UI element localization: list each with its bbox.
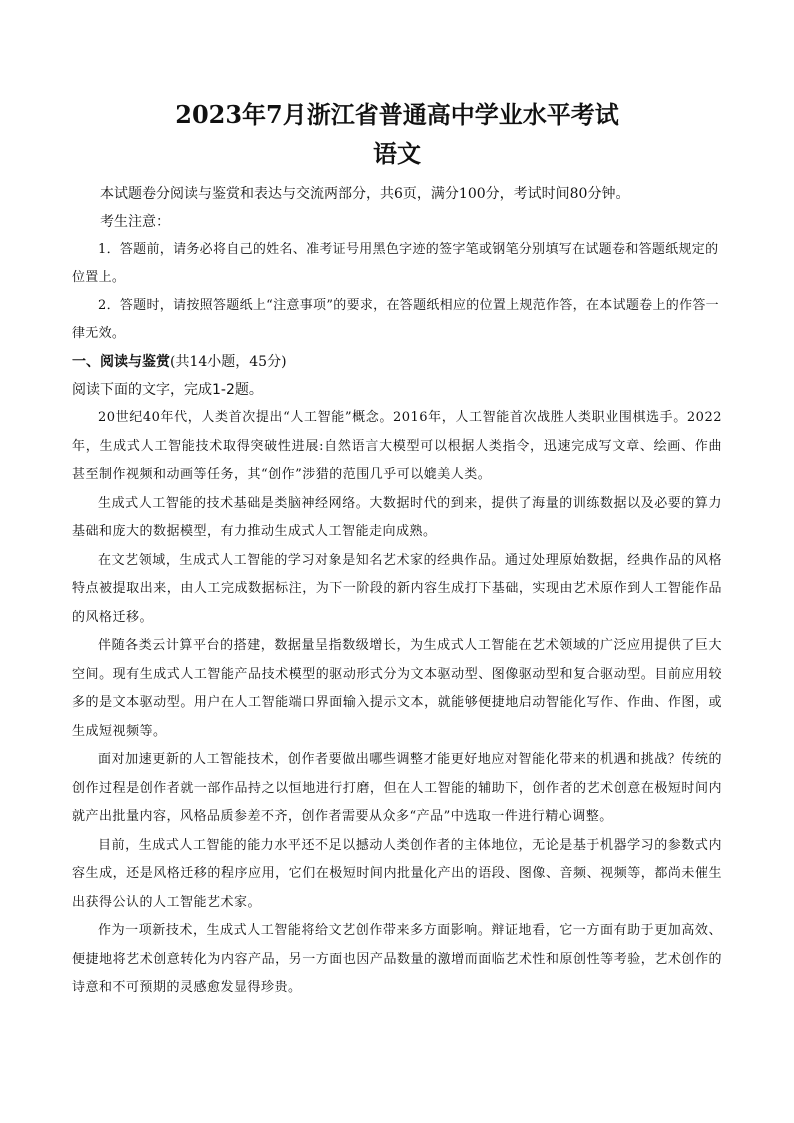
reading-passage (72, 404, 722, 1003)
passage-paragraph-6: 目前，生成式人工智能的能力水平还不足以撼动人类创作者的主体地位，无论是基于机器学习的参数式内容生成，还是风格迁移的程序应用，它们在极短时间内批量化产出的语段、图像、音频、视频等，都尚未催生出获得公认的人工智能艺术家。 (72, 837, 722, 910)
passage-paragraph-4: 伴随各类云计算平台的搭建，数据量呈指数级增长，为生成式人工智能在艺术领域的广泛应用提供了巨大空间。现有生成式人工智能产品技术模型的驱动形式分为文本驱动型、图像驱动型和复合驱动型。目前应用较多的是文本驱动型。用户在人工智能端口界面输入提示文本，就能够便捷地启动智能化写作、作曲、作图，或生成短视频等。 (72, 638, 722, 739)
section-info: (共14小题，45分) (170, 354, 287, 370)
notice-title: 考生注意： (100, 214, 170, 230)
candidate-notice (72, 208, 722, 348)
passage-paragraph-1: 20世纪40年代，人类首次提出“人工智能”概念。2016年，人工智能首次战胜人类职业围棋选手。2022年，生成式人工智能技术取得突破性进展:自然语言大模型可以根据人类指令，迅速完成写文章、绘画、作曲甚至制作视频和动画等任务，其“创作”涉猎的范围几乎可以媲美人类。 (72, 410, 722, 482)
passage-paragraph-5: 面对加速更新的人工智能技术，创作者要做出哪些调整才能更好地应对智能化带来的机遇和挑战？传统的创作过程是创作者就一部作品持之以恒地进行打磨，但在人工智能的辅助下，创作者的艺术创意在极短时间内就产出批量内容，风格品质参差不齐，创作者需要从众多“产品”中选取一件进行精心调整。 (72, 752, 722, 824)
section-title: 一、阅读与鉴赏 (72, 354, 170, 370)
notice-item-2: 2．答题时，请按照答题纸上“注意事项”的要求，在答题纸相应的位置上规范作答，在本试题卷上的作答一律无效。 (72, 298, 719, 341)
exam-intro: 本试题卷分阅读与鉴赏和表达与交流两部分，共6页，满分100分，考试时间80分钟。 (100, 186, 630, 202)
passage-paragraph-3: 在文艺领域，生成式人工智能的学习对象是知名艺术家的经典作品。通过处理原始数据，经典作品的风格特点被提取出来，由人工完成数据标注，为下一阶段的新内容生成打下基础，实现由艺术原作到人工智能作品的风格迁移。 (72, 552, 722, 625)
section-heading (72, 348, 722, 376)
passage-paragraph-7: 作为一项新技术，生成式人工智能将给文艺创作带来多方面影响。辩证地看，它一方面有助于更加高效、便捷地将艺术创意转化为内容产品，另一方面也因产品数量的激增而面临艺术性和原创性等考验，艺术创作的诗意和不可预期的灵感愈发显得珍贵。 (72, 923, 722, 995)
passage-paragraph-2: 生成式人工智能的技术基础是类脑神经网络。大数据时代的到来，提供了海量的训练数据以及必要的算力基础和庞大的数据模型，有力推动生成式人工智能走向成熟。 (72, 495, 722, 539)
subject-title: 语文 (373, 139, 421, 168)
exam-title: 2023年7月浙江省普通高中学业水平考试 (175, 100, 619, 129)
notice-item-1: 1．答题前，请务必将自己的姓名、准考证号用黑色字迹的签字笔或钢笔分别填写在试题卷和答题纸规定的位置上。 (72, 242, 719, 285)
reading-instruction: 阅读下面的文字，完成1-2题。 (72, 382, 263, 398)
